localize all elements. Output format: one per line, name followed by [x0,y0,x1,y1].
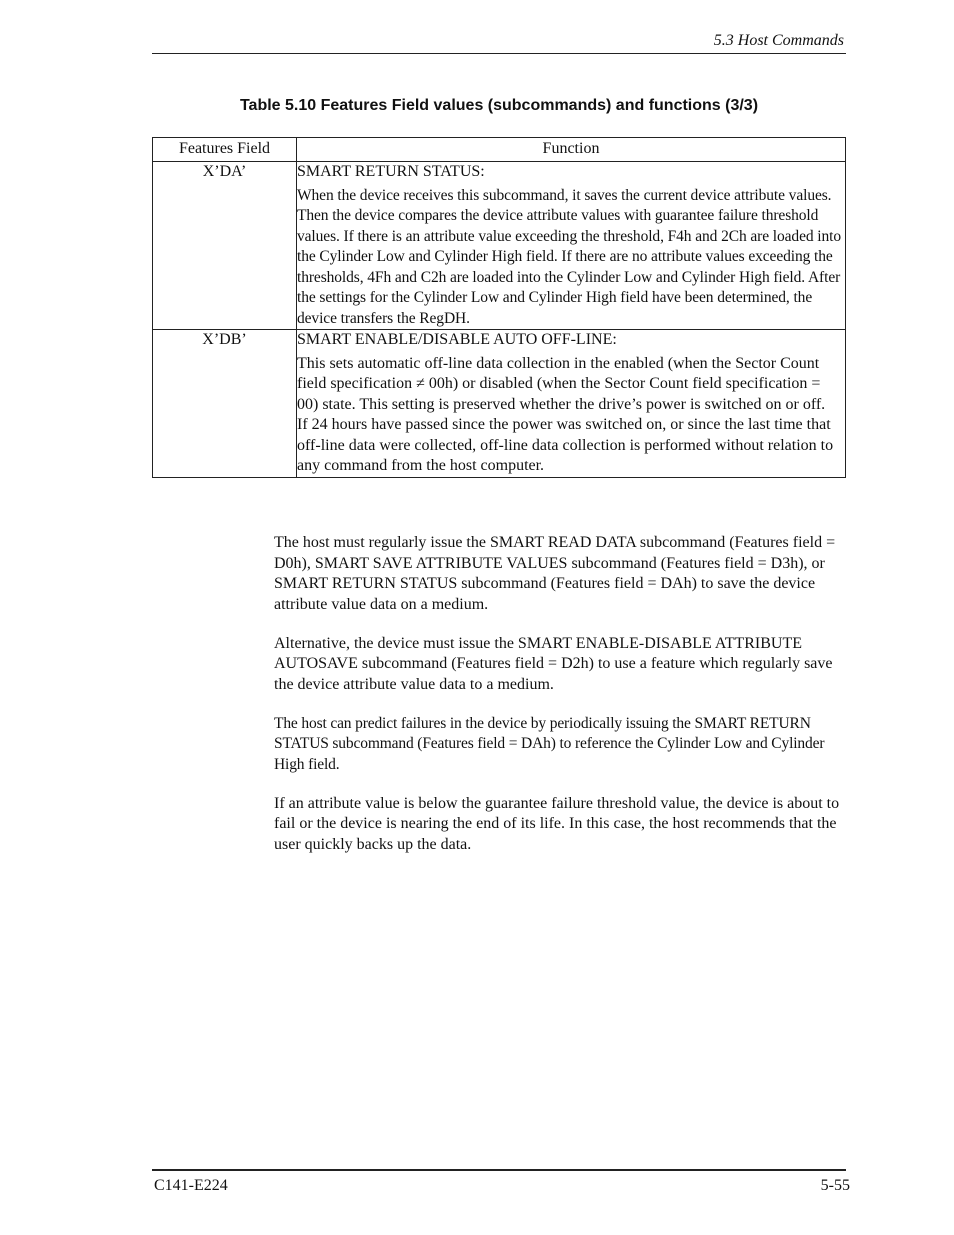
running-header: 5.3 Host Commands [713,32,844,49]
body-paragraph: The host can predict failures in the device by periodically issuing the SMART RETURN STATUS subcommand (Features field = DAh) to reference the Cylinder Low and Cylinder High field. [274,714,825,773]
body-paragraph: Alternative, the device must issue the SMART ENABLE-DISABLE ATTRIBUTE AUTOSAVE subcommand (Features field = D2h) to use a feature which regularly save the device attribute value data to a medium. [274,634,833,693]
document-id: C141-E224 [154,1177,228,1194]
column-header-function: Function [297,138,846,162]
features-field-cell: X’DB’ [153,330,297,478]
table-row [153,330,846,478]
body-paragraph: If an attribute value is below the guarantee failure threshold value, the device is about to fail or the device is nearing the end of its life. In this case, the host recommends that the user quickly backs up the data. [274,794,840,853]
page-number: 5-55 [820,1177,850,1194]
table-row [153,162,846,330]
function-cell [297,330,846,478]
features-table [152,137,846,478]
table-header-row [153,138,846,162]
footer-rule [152,1169,846,1171]
features-field-cell: X’DA’ [153,162,297,330]
function-title: SMART ENABLE/DISABLE AUTO OFF-LINE: [297,331,617,348]
function-description: When the device receives this subcommand, it saves the current device attribute values. Then the device compares the device attribute values with guarantee failure threshold values. If there is an attribute value exceeding the threshold, F4h and 2Ch are loaded into the Cylinder Low and Cylinder High field. If there are no attribute values exceeding the thresholds, 4Fh and C2h are loaded into the Cylinder Low and Cylinder High field. After the settings for the Cylinder Low and Cylinder High field have been determined, the device transfers the RegDH. [297,186,841,327]
function-description [297,354,845,477]
column-header-features-field: Features Field [153,138,297,162]
header-rule [152,53,846,54]
function-description-paragraph: This sets automatic off-line data collection in the enabled (when the Sector Count field specification ≠ 00h) or disabled (when the Sector Count field specification = 00) state. This setting is preserved whether the drive’s power is switched on or off. [297,354,826,413]
body-text [274,533,844,874]
function-title: SMART RETURN STATUS: [297,163,485,180]
function-cell [297,162,846,330]
function-description-paragraph: If 24 hours have passed since the power was switched on, or since the last time that off-line data were collected, off-line data collection is performed without relation to any command from the host computer. [297,416,834,474]
body-paragraph: The host must regularly issue the SMART READ DATA subcommand (Features field = D0h), SMART SAVE ATTRIBUTE VALUES subcommand (Features field = D3h), or SMART RETURN STATUS subcommand (Features field = DAh) to save the device attribute value data on a medium. [274,534,836,613]
table-caption: Table 5.10 Features Field values (subcommands) and functions (3/3) [239,97,759,114]
